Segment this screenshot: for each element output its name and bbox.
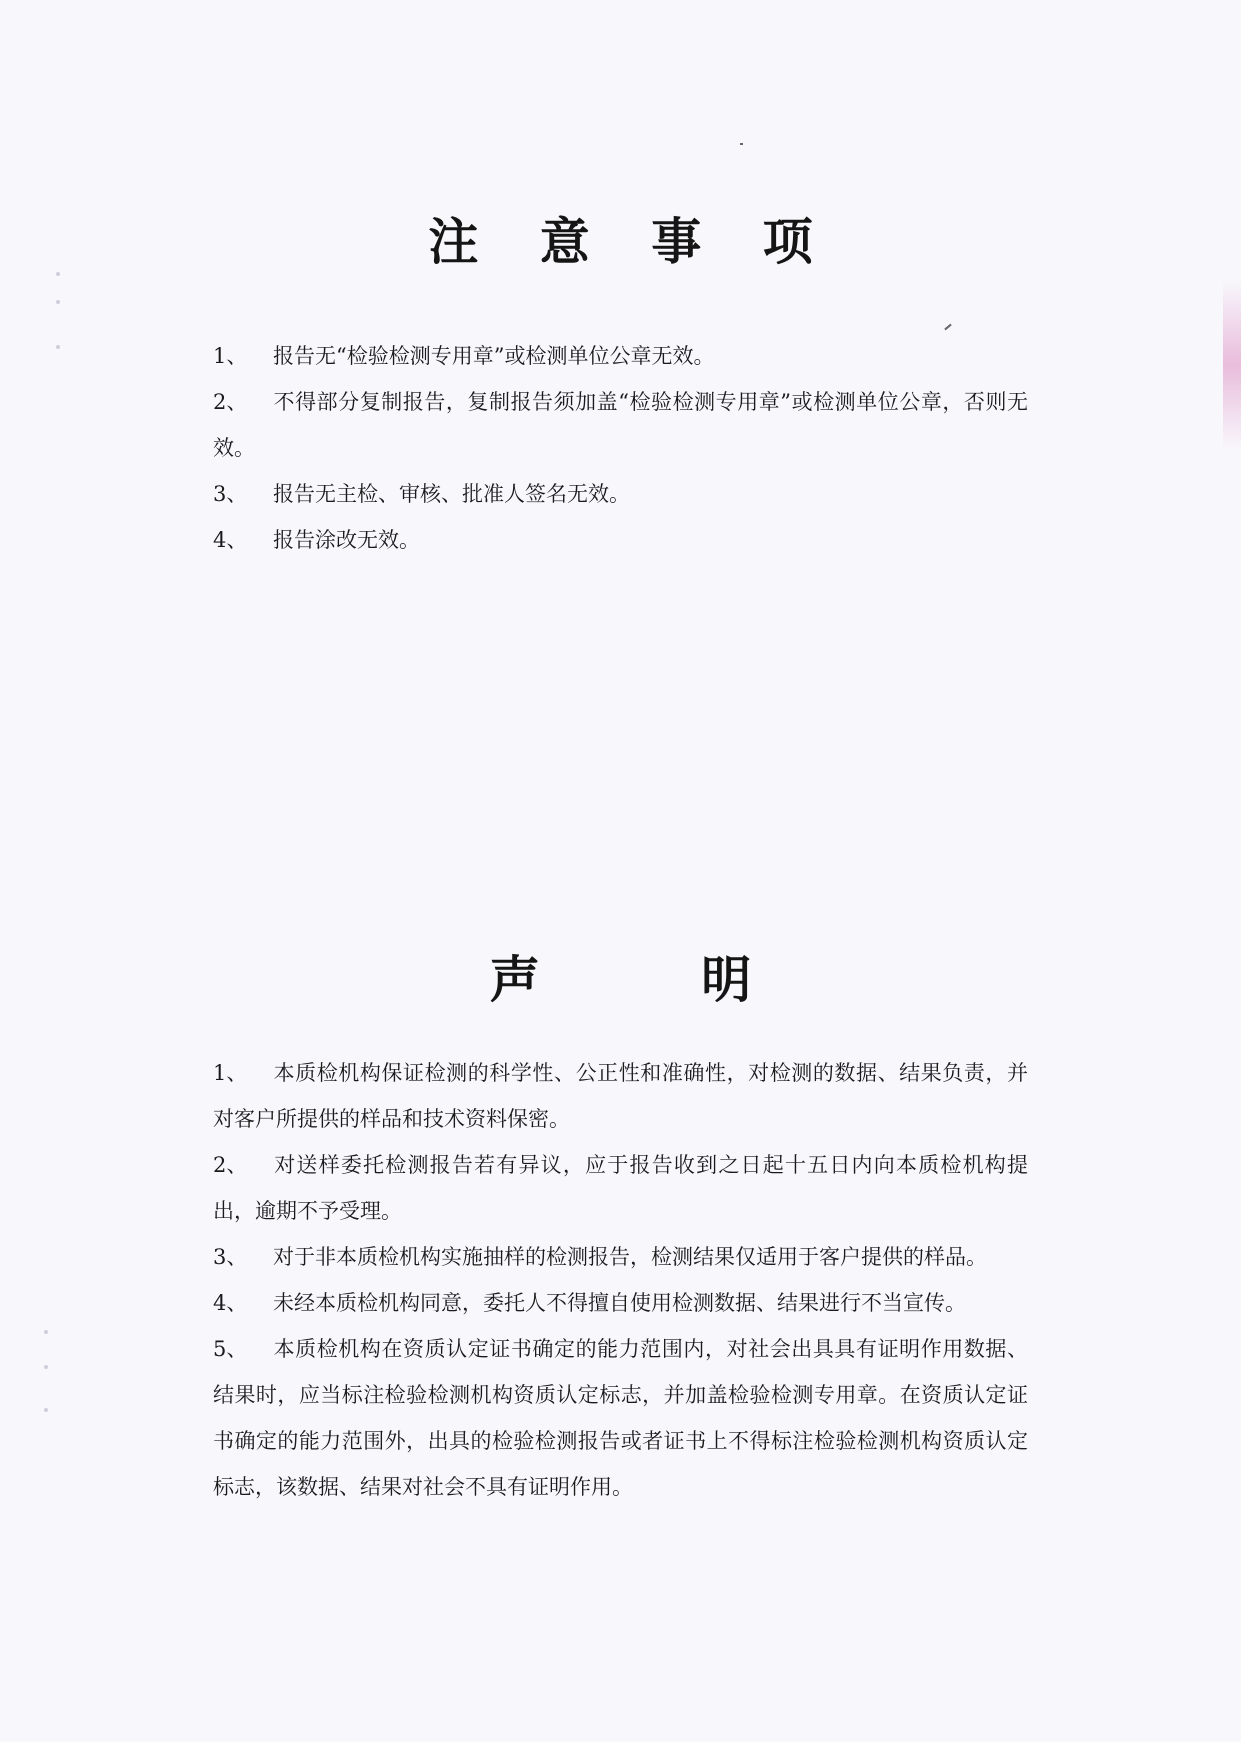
paper-crease-mark	[56, 300, 60, 304]
notice-item-text: 报告无“检验检测专用章”或检测单位公章无效。	[273, 344, 715, 368]
notice-item-number: 2、	[213, 390, 248, 414]
notice-list	[213, 333, 1028, 563]
notice-item-number: 4、	[213, 528, 248, 552]
declaration-item-number: 1、	[213, 1061, 248, 1085]
declaration-item-text: 未经本质检机构同意，委托人不得擅自使用检测数据、结果进行不当宣传。	[273, 1291, 966, 1315]
declaration-item-number: 5、	[213, 1337, 248, 1361]
paper-speck	[740, 143, 743, 145]
notice-item-text: 不得部分复制报告，复制报告须加盖“检验检测专用章”或检测单位公章，否则无效。	[213, 390, 1028, 460]
declaration-item	[213, 1050, 1028, 1142]
notice-item	[213, 471, 1028, 517]
paper-crease-mark	[56, 345, 60, 349]
declaration-item-text: 对送样委托检测报告若有异议，应于报告收到之日起十五日内向本质检机构提出，逾期不予受理。	[213, 1153, 1028, 1223]
declaration-item	[213, 1234, 1028, 1280]
paper-crease-mark	[44, 1408, 48, 1412]
declaration-item-number: 2、	[213, 1153, 248, 1177]
declaration-item	[213, 1280, 1028, 1326]
declaration-item-text: 本质检机构在资质认定证书确定的能力范围内，对社会出具具有证明作用数据、结果时，应当标注检验检测机构资质认定标志，并加盖检验检测专用章。在资质认定证书确定的能力范围外，出具的检验检测报告或者证书上不得标注检验检测机构资质认定标志，该数据、结果对社会不具有证明作用。	[213, 1337, 1028, 1499]
notice-item-number: 1、	[213, 344, 248, 368]
paper-speck	[944, 324, 951, 331]
edge-stamp-mark	[1223, 280, 1241, 450]
declaration-item-text: 本质检机构保证检测的科学性、公正性和准确性，对检测的数据、结果负责，并对客户所提供的样品和技术资料保密。	[213, 1061, 1028, 1131]
declaration-item-number: 3、	[213, 1245, 248, 1269]
declaration-item-text: 对于非本质检机构实施抽样的检测报告，检测结果仅适用于客户提供的样品。	[273, 1245, 987, 1269]
notice-item	[213, 379, 1028, 471]
notice-item-text: 报告无主检、审核、批准人签名无效。	[273, 482, 630, 506]
notice-title: 注 意 事 项	[428, 212, 835, 271]
notice-item	[213, 333, 1028, 379]
notice-item	[213, 517, 1028, 563]
declaration-item	[213, 1326, 1028, 1510]
declaration-item-number: 4、	[213, 1291, 248, 1315]
paper-crease-mark	[44, 1365, 48, 1369]
declaration-list	[213, 1050, 1028, 1510]
declaration-item	[213, 1142, 1028, 1234]
declaration-title: 声 明	[489, 950, 824, 1009]
notice-item-number: 3、	[213, 482, 248, 506]
notice-item-text: 报告涂改无效。	[273, 528, 420, 552]
paper-crease-mark	[44, 1330, 48, 1334]
